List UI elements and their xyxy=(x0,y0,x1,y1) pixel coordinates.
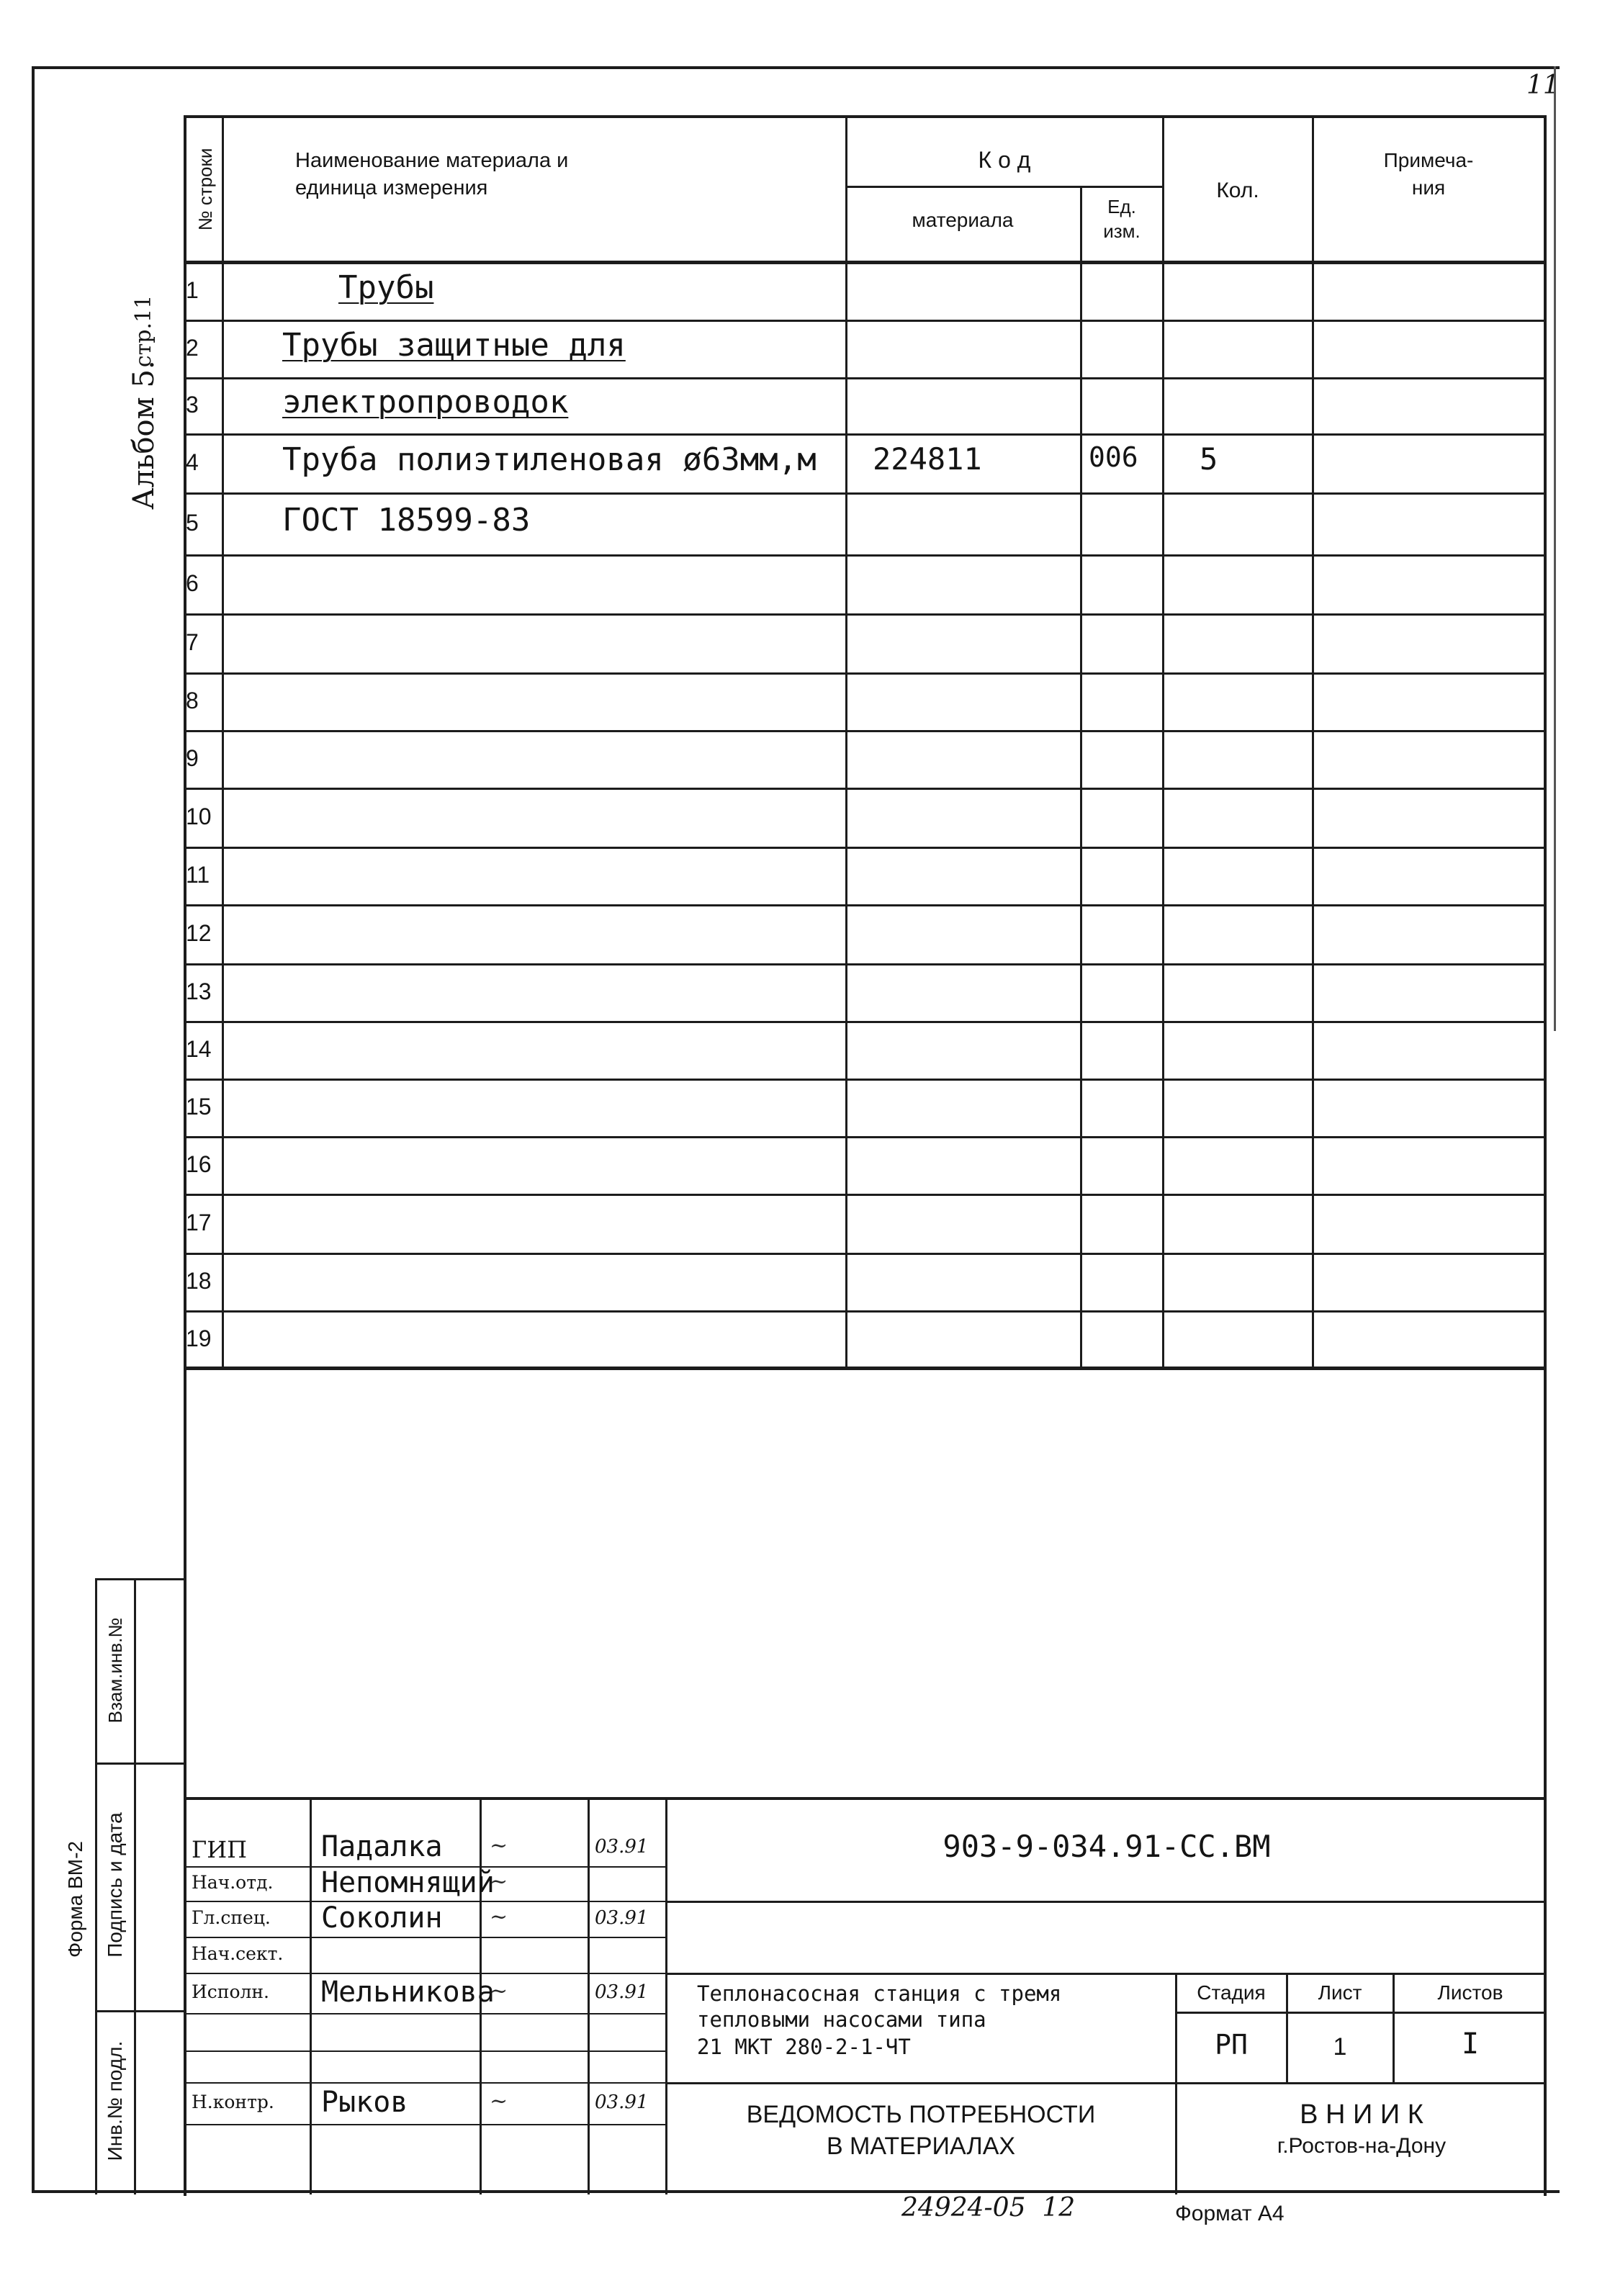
stamp-date: 03.91 xyxy=(595,2092,649,2113)
row-material-name: ГОСТ 18599-83 xyxy=(282,502,531,539)
stage-value: РП xyxy=(1215,2029,1248,2061)
row-unit-code: 006 xyxy=(1089,441,1138,473)
stamp-col-role xyxy=(310,1797,312,2194)
row-separator xyxy=(184,554,1547,557)
stamp-row-line xyxy=(184,2013,666,2014)
col-line-rowno xyxy=(222,115,224,1368)
handwritten-signature-icon: ~ xyxy=(490,2089,508,2114)
row-number: 2 xyxy=(186,335,199,361)
row-separator xyxy=(184,847,1547,849)
row-number: 12 xyxy=(186,920,212,946)
row-number: 7 xyxy=(186,629,199,655)
row-number: 18 xyxy=(186,1268,212,1294)
strip-label-signature: Подпись и дата xyxy=(104,1812,126,1958)
row-material-code: 224811 xyxy=(873,441,982,477)
handwritten-signature-icon: ~ xyxy=(490,1904,508,1930)
stamp-role: Н.контр. xyxy=(192,2092,274,2112)
row-separator xyxy=(184,433,1547,436)
row-separator xyxy=(184,1310,1547,1313)
strip-label-inventory: Инв.№ подл. xyxy=(104,2040,126,2161)
row-separator xyxy=(184,730,1547,732)
side-label-album: Альбом 5. xyxy=(127,360,161,510)
row-number: 3 xyxy=(186,392,199,418)
header-row-number: № строки xyxy=(194,148,216,231)
row-separator xyxy=(184,1079,1547,1081)
stamp-date: 03.91 xyxy=(595,1981,649,2003)
row-number: 13 xyxy=(186,978,212,1004)
side-label-page: стр.11 xyxy=(131,294,156,368)
row-number: 9 xyxy=(186,745,199,771)
row-number: 10 xyxy=(186,803,212,829)
header-qty: Кол. xyxy=(1216,179,1259,202)
stamp-person-name: Мельникова xyxy=(321,1976,495,2009)
sheet-label: Лист xyxy=(1318,1981,1362,2004)
strip-label-replace: Взам.инв.№ xyxy=(104,1617,126,1724)
row-number: 5 xyxy=(186,510,199,536)
row-separator xyxy=(184,377,1547,379)
table-bottom-line xyxy=(184,1367,1547,1370)
page-format: Формат А4 xyxy=(1175,2202,1285,2225)
row-separator xyxy=(184,963,1547,965)
organization-city: г.Ростов-на-Дону xyxy=(1277,2134,1447,2158)
project-title-2: тепловыми насосами типа xyxy=(697,2007,986,2032)
header-code-unit: Ед. изм. xyxy=(1103,196,1141,242)
row-number: 17 xyxy=(186,1210,212,1235)
outer-frame-top xyxy=(32,66,1560,69)
stamp-right-v1 xyxy=(1175,1973,1177,2194)
header-code: К о д xyxy=(978,147,1031,173)
row-separator xyxy=(184,1253,1547,1255)
handwritten-signature-icon: ~ xyxy=(490,1978,508,2004)
stamp-right-h-meta xyxy=(1175,2012,1547,2014)
stamp-right-h2 xyxy=(665,1973,1547,1975)
row-number: 6 xyxy=(186,570,199,596)
stamp-row-line xyxy=(184,2124,666,2125)
handwritten-page-number: 11 xyxy=(1526,71,1560,100)
stamp-right-h3 xyxy=(665,2082,1547,2084)
row-number: 11 xyxy=(186,862,210,888)
document-title-1: ВЕДОМОСТЬ ПОТРЕБНОСТИ xyxy=(746,2101,1096,2128)
stamp-top-line xyxy=(184,1797,1547,1800)
stamp-role: Нач.сект. xyxy=(192,1943,284,1964)
project-title-3: 21 МКТ 280-2-1-ЧТ xyxy=(697,2035,911,2059)
row-number: 1 xyxy=(186,277,199,303)
strip-sep-1 xyxy=(95,1762,184,1765)
document-code: 903-9-034.91-СС.ВМ xyxy=(943,1829,1271,1864)
row-material-name: Трубы защитные для xyxy=(282,327,626,364)
col-line-code xyxy=(845,115,847,1368)
stamp-row-line xyxy=(184,1937,666,1938)
row-number: 16 xyxy=(186,1151,212,1177)
row-separator xyxy=(184,788,1547,790)
stamp-person-name: Соколин xyxy=(321,1901,443,1935)
row-separator xyxy=(184,1021,1547,1023)
stamp-col-sign xyxy=(588,1797,590,2194)
outer-frame-right xyxy=(1554,66,1556,1031)
stamp-date: 03.91 xyxy=(595,1836,649,1858)
row-separator xyxy=(184,1194,1547,1196)
strip-top xyxy=(95,1578,184,1580)
sheets-label: Листов xyxy=(1437,1981,1503,2004)
stamp-date: 03.91 xyxy=(595,1907,649,1929)
row-number: 19 xyxy=(186,1325,212,1351)
inner-frame-top xyxy=(184,115,1547,118)
strip-sep-2 xyxy=(95,2010,184,2012)
sheets-value: I xyxy=(1461,2027,1480,2061)
stage-label: Стадия xyxy=(1197,1981,1266,2004)
row-separator xyxy=(184,492,1547,495)
stamp-person-name: Падалка xyxy=(321,1830,443,1863)
row-separator xyxy=(184,672,1547,675)
row-separator xyxy=(184,904,1547,906)
inner-frame-right xyxy=(1544,115,1547,2196)
outer-frame-bottom xyxy=(32,2190,1560,2193)
row-number: 15 xyxy=(186,1094,212,1120)
outer-frame-left xyxy=(32,66,35,2193)
row-number: 14 xyxy=(186,1036,212,1062)
stamp-role: ГИП xyxy=(192,1836,247,1863)
row-material-name: электропроводок xyxy=(282,384,569,420)
form-label: Форма ВМ-2 xyxy=(64,1841,86,1958)
header-name: Наименование материала и единица измерения xyxy=(295,149,569,199)
row-separator xyxy=(184,1136,1547,1138)
stamp-role: Нач.отд. xyxy=(192,1872,274,1893)
stamp-row-line xyxy=(184,2082,666,2084)
sheet-value: 1 xyxy=(1333,2033,1347,2061)
stamp-role: Гл.спец. xyxy=(192,1907,271,1928)
header-code-material: материала xyxy=(912,209,1014,231)
stamp-person-name: Рыков xyxy=(321,2086,408,2119)
document-title-2: В МАТЕРИАЛАХ xyxy=(826,2133,1016,2160)
col-line-note xyxy=(1312,115,1314,1368)
stamp-person-name: Непомнящий xyxy=(321,1866,495,1899)
row-material-name: Труба полиэтиленовая ø63мм,м xyxy=(282,441,817,478)
header-bottom-line xyxy=(184,261,1547,264)
col-line-qty xyxy=(1162,115,1164,1368)
row-separator xyxy=(184,320,1547,322)
footer-handwritten-number: 24924-05 12 xyxy=(901,2193,1076,2223)
code-subheader-line xyxy=(845,186,1164,188)
handwritten-signature-icon: ~ xyxy=(490,1869,508,1894)
row-separator xyxy=(184,613,1547,616)
row-number: 4 xyxy=(186,449,199,475)
row-quantity: 5 xyxy=(1200,441,1218,477)
organization: В Н И И К xyxy=(1300,2099,1423,2130)
stamp-row-line xyxy=(184,1973,666,1974)
handwritten-signature-icon: ~ xyxy=(490,1833,508,1858)
stamp-right-h1 xyxy=(665,1901,1547,1903)
row-number: 8 xyxy=(186,688,199,713)
project-title-1: Теплонасосная станция с тремя xyxy=(697,1981,1062,2006)
col-line-unit xyxy=(1080,187,1082,1368)
header-note: Примеча- ния xyxy=(1383,149,1474,199)
strip-line-outer xyxy=(95,1578,97,2194)
row-material-name: Трубы xyxy=(338,269,434,306)
strip-line-inner xyxy=(134,1578,136,2194)
stamp-row-line xyxy=(184,2050,666,2052)
stamp-role: Исполн. xyxy=(192,1981,270,2002)
